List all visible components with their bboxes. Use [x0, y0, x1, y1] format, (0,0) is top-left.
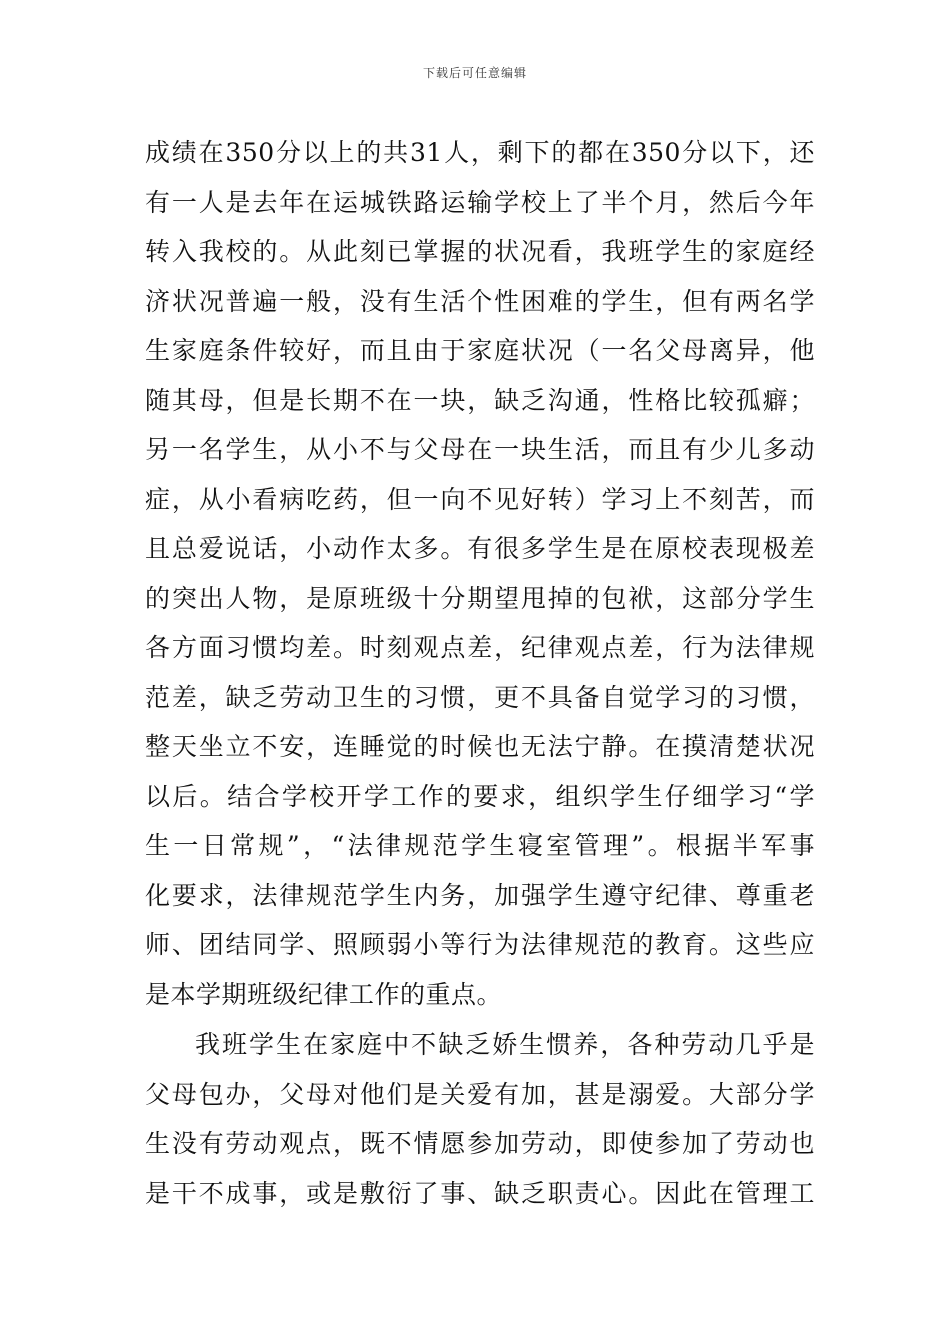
text-line: 整天坐立不安，连睡觉的时候也无法宁静。在摸清楚状况 [145, 732, 815, 761]
text-line: 各方面习惯均差。时刻观点差，纪律观点差，行为法律规 [145, 633, 815, 662]
text-line: 症，从小看病吃药，但一向不见好转）学习上不刻苦，而 [145, 484, 815, 514]
text-line: 另一名学生，从小不与父母在一块生活，而且有少儿多动 [145, 435, 815, 464]
text-line: 随其母，但是长期不在一块，缺乏沟通，性格比较孤癖； [145, 385, 815, 415]
text-line: 成绩在350分以上的共31人，剩下的都在350分以下，还 [145, 138, 815, 167]
text-line: 我班学生在家庭中不缺乏娇生惯养，各种劳动几乎是 [195, 1030, 815, 1059]
paragraph-2 [145, 1020, 815, 1218]
text-line: 转入我校的。从此刻已掌握的状况看，我班学生的家庭经 [145, 237, 815, 266]
header-note: 下载后可任意编辑 [422, 66, 527, 80]
text-line: 师、团结同学、照顾弱小等行为法律规范的教育。这些应 [145, 930, 815, 959]
text-line: 父母包办，父母对他们是关爱有加，甚是溺爱。大部分学 [145, 1079, 815, 1109]
text-line: 生没有劳动观点，既不情愿参加劳动，即使参加了劳动也 [145, 1129, 815, 1158]
text-line: 是本学期班级纪律工作的重点。 [145, 979, 503, 1009]
text-line: 以后。结合学校开学工作的要求，组织学生仔细学习“学 [145, 781, 815, 811]
paragraph-1 [145, 128, 815, 1019]
text-line: 有一人是去年在运城铁路运输学校上了半个月，然后今年 [145, 187, 815, 217]
text-line: 化要求，法律规范学生内务，加强学生遵守纪律、尊重老 [145, 880, 815, 910]
text-line: 济状况普遍一般，没有生活个性困难的学生，但有两名学 [145, 286, 815, 316]
text-line: 的突出人物，是原班级十分期望甩掉的包袱，这部分学生 [145, 583, 815, 613]
text-line: 且总爱说话，小动作太多。有很多学生是在原校表现极差 [145, 534, 815, 563]
text-line: 范差，缺乏劳动卫生的习惯，更不具备自觉学习的习惯， [145, 682, 815, 712]
text-line: 是干不成事，或是敷衍了事、缺乏职责心。因此在管理工 [145, 1178, 815, 1208]
text-line: 生一日常规”，“法律规范学生寝室管理”。根据半军事 [145, 831, 815, 860]
text-line: 生家庭条件较好，而且由于家庭状况（一名父母离异，他 [145, 336, 815, 365]
body-text [145, 128, 815, 1218]
